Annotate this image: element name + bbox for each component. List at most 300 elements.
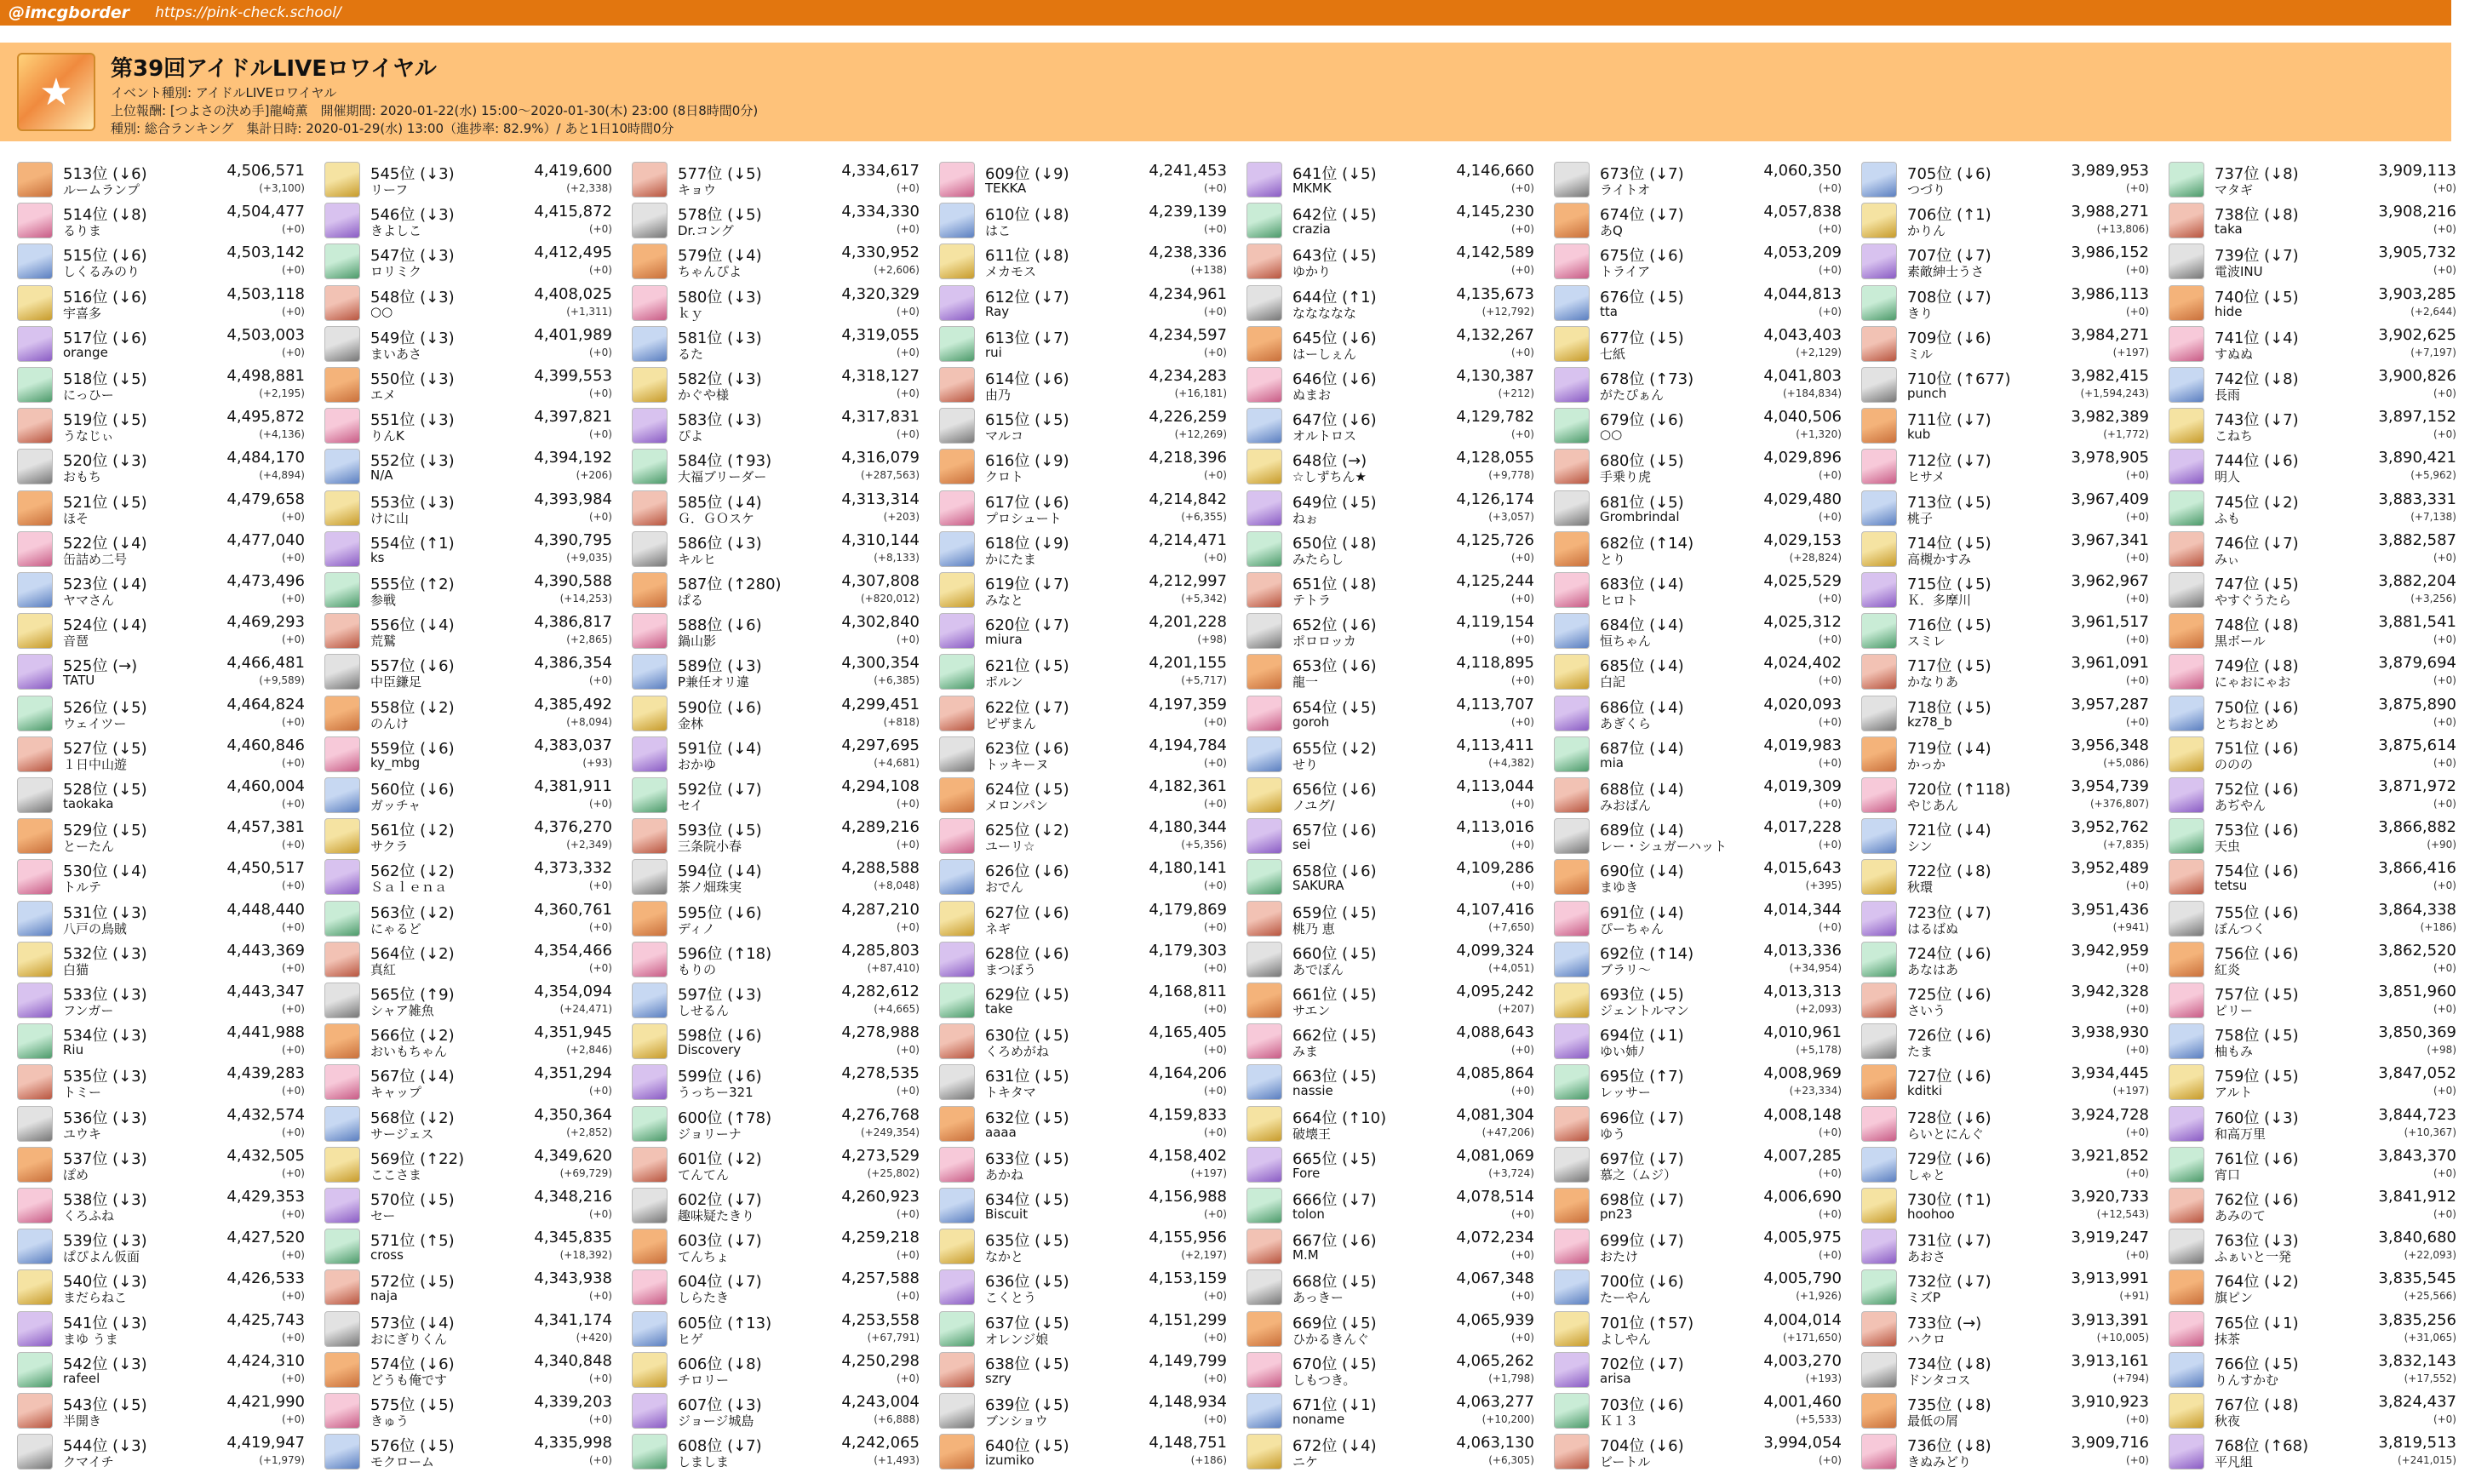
- producer-name[interactable]: とーたん: [63, 839, 115, 855]
- ranking-entry[interactable]: [2167, 692, 2456, 731]
- ranking-entry[interactable]: [1245, 364, 1534, 403]
- ranking-entry[interactable]: [15, 1308, 305, 1347]
- ranking-entry[interactable]: [1552, 404, 1842, 444]
- ranking-entry[interactable]: [2167, 610, 2456, 649]
- producer-name[interactable]: やじあん: [1907, 798, 1959, 813]
- producer-name[interactable]: 恒ちゃん: [1600, 633, 1652, 650]
- producer-name[interactable]: きぬみどり: [1907, 1454, 1972, 1470]
- producer-name[interactable]: アルト: [2215, 1085, 2253, 1101]
- ranking-entry[interactable]: [1245, 856, 1534, 895]
- producer-name[interactable]: クマイチ: [63, 1454, 114, 1470]
- producer-name[interactable]: １日中山遊: [63, 756, 128, 772]
- ranking-entry[interactable]: [1245, 610, 1534, 649]
- ranking-entry[interactable]: [323, 364, 612, 403]
- ranking-entry[interactable]: [323, 1430, 612, 1470]
- producer-name[interactable]: きゅう: [370, 1413, 410, 1429]
- ranking-entry[interactable]: [323, 240, 612, 279]
- producer-name[interactable]: かりん: [1907, 223, 1946, 239]
- producer-name[interactable]: あっきー: [1292, 1290, 1344, 1306]
- producer-name[interactable]: かぐや様: [678, 387, 730, 403]
- producer-name[interactable]: Biscuit: [985, 1206, 1029, 1222]
- ranking-entry[interactable]: [1245, 282, 1534, 321]
- producer-name[interactable]: にっひー: [63, 387, 114, 403]
- producer-name[interactable]: ひかるきんぐ: [1292, 1331, 1370, 1347]
- producer-name[interactable]: みおばん: [1600, 798, 1652, 813]
- producer-name[interactable]: かにたま: [985, 551, 1037, 567]
- ranking-entry[interactable]: [2167, 733, 2456, 772]
- producer-name[interactable]: kditki: [1907, 1083, 1943, 1099]
- producer-name[interactable]: かっか: [1907, 756, 1946, 772]
- producer-name[interactable]: がたぴぁん: [1600, 387, 1665, 403]
- producer-name[interactable]: あぢやん: [2215, 798, 2267, 813]
- producer-name[interactable]: 荒鷲: [370, 633, 397, 650]
- producer-name[interactable]: トッキーヌ: [985, 756, 1049, 772]
- producer-name[interactable]: おたけ: [1600, 1249, 1639, 1265]
- ranking-entry[interactable]: [1860, 815, 2149, 854]
- ranking-entry[interactable]: [1552, 323, 1842, 362]
- ranking-entry[interactable]: [1552, 1308, 1842, 1347]
- ranking-entry[interactable]: [630, 774, 920, 813]
- ranking-entry[interactable]: [1552, 528, 1842, 567]
- ranking-entry[interactable]: [15, 692, 305, 731]
- ranking-entry[interactable]: [1245, 240, 1534, 279]
- ranking-entry[interactable]: [1552, 445, 1842, 484]
- ranking-entry[interactable]: [630, 1389, 920, 1429]
- ranking-entry[interactable]: [1860, 1103, 2149, 1142]
- ranking-entry[interactable]: [2167, 404, 2456, 444]
- ranking-entry[interactable]: [1552, 1349, 1842, 1388]
- ranking-entry[interactable]: [937, 733, 1227, 772]
- producer-name[interactable]: ブンショウ: [985, 1413, 1048, 1429]
- ranking-entry[interactable]: [1245, 897, 1534, 937]
- ranking-entry[interactable]: [1552, 199, 1842, 238]
- ranking-entry[interactable]: [937, 650, 1227, 690]
- producer-name[interactable]: あおさ: [1907, 1249, 1946, 1265]
- producer-name[interactable]: チロリー: [678, 1372, 730, 1388]
- producer-name[interactable]: Ｓａｌｅｎａ: [370, 880, 448, 896]
- producer-name[interactable]: セー: [370, 1208, 396, 1223]
- ranking-entry[interactable]: [323, 938, 612, 977]
- ranking-entry[interactable]: [2167, 815, 2456, 854]
- ranking-entry[interactable]: [2167, 938, 2456, 977]
- producer-name[interactable]: ハクロ: [1907, 1331, 1946, 1347]
- ranking-entry[interactable]: [1552, 1184, 1842, 1223]
- ranking-entry[interactable]: [937, 938, 1227, 977]
- producer-name[interactable]: こねち: [2215, 428, 2254, 444]
- ranking-entry[interactable]: [937, 1061, 1227, 1100]
- producer-name[interactable]: りんK: [370, 428, 404, 444]
- producer-name[interactable]: 和高万里: [2215, 1126, 2267, 1142]
- ranking-entry[interactable]: [15, 569, 305, 608]
- producer-name[interactable]: トキタマ: [985, 1085, 1036, 1101]
- ranking-entry[interactable]: [15, 199, 305, 238]
- ranking-entry[interactable]: [15, 1389, 305, 1429]
- producer-name[interactable]: 抹茶: [2215, 1331, 2241, 1347]
- ranking-entry[interactable]: [323, 610, 612, 649]
- ranking-entry[interactable]: [937, 1349, 1227, 1388]
- ranking-entry[interactable]: [630, 897, 920, 937]
- ranking-entry[interactable]: [2167, 569, 2456, 608]
- producer-name[interactable]: テトラ: [1292, 593, 1332, 608]
- ranking-entry[interactable]: [630, 1143, 920, 1183]
- ranking-entry[interactable]: [2167, 1061, 2456, 1100]
- ranking-entry[interactable]: [323, 445, 612, 484]
- producer-name[interactable]: てんちょ: [678, 1249, 730, 1265]
- producer-name[interactable]: 由乃: [985, 387, 1011, 403]
- ranking-entry[interactable]: [937, 528, 1227, 567]
- ranking-entry[interactable]: [15, 815, 305, 854]
- producer-name[interactable]: pn23: [1600, 1206, 1633, 1222]
- producer-name[interactable]: rafeel: [63, 1370, 100, 1386]
- producer-name[interactable]: まいあさ: [370, 346, 422, 362]
- producer-name[interactable]: とちおとめ: [2215, 715, 2279, 731]
- producer-name[interactable]: Ray: [985, 303, 1010, 319]
- producer-name[interactable]: フンガー: [63, 1003, 114, 1018]
- ranking-entry[interactable]: [630, 1184, 920, 1223]
- ranking-entry[interactable]: [937, 323, 1227, 362]
- ranking-entry[interactable]: [323, 569, 612, 608]
- producer-name[interactable]: 旗ピン: [2215, 1290, 2254, 1306]
- producer-name[interactable]: ミズP: [1907, 1290, 1941, 1306]
- producer-name[interactable]: ルームランプ: [63, 182, 140, 198]
- producer-name[interactable]: キャップ: [370, 1085, 422, 1101]
- producer-name[interactable]: あQ: [1600, 223, 1623, 239]
- producer-name[interactable]: 桃乃 恵: [1292, 920, 1335, 937]
- ranking-entry[interactable]: [2167, 323, 2456, 362]
- producer-name[interactable]: 八戸の鳥賊: [63, 920, 128, 937]
- ranking-entry[interactable]: [323, 1308, 612, 1347]
- producer-name[interactable]: 白猫: [63, 961, 89, 977]
- ranking-entry[interactable]: [1245, 692, 1534, 731]
- producer-name[interactable]: ゆい姉ﾉ: [1600, 1044, 1645, 1060]
- producer-name[interactable]: しらたき: [678, 1290, 730, 1306]
- ranking-entry[interactable]: [1552, 158, 1842, 198]
- ranking-entry[interactable]: [1245, 815, 1534, 854]
- ranking-entry[interactable]: [937, 1389, 1227, 1429]
- ranking-entry[interactable]: [15, 897, 305, 937]
- ranking-entry[interactable]: [323, 199, 612, 238]
- producer-name[interactable]: naja: [370, 1288, 398, 1304]
- ranking-entry[interactable]: [1552, 733, 1842, 772]
- producer-name[interactable]: 柚もみ: [2215, 1044, 2254, 1060]
- producer-name[interactable]: ふぁいと一発: [2215, 1249, 2292, 1265]
- ranking-entry[interactable]: [937, 569, 1227, 608]
- producer-name[interactable]: にゃるど: [370, 920, 421, 937]
- ranking-entry[interactable]: [1245, 1103, 1534, 1142]
- producer-name[interactable]: 中臣鎌足: [370, 674, 422, 690]
- ranking-entry[interactable]: [1245, 199, 1534, 238]
- producer-name[interactable]: くろめがね: [985, 1044, 1050, 1060]
- producer-name[interactable]: たま: [1907, 1044, 1934, 1060]
- producer-name[interactable]: ぽめ: [63, 1166, 89, 1183]
- ranking-entry[interactable]: [15, 1020, 305, 1059]
- ranking-entry[interactable]: [937, 364, 1227, 403]
- producer-name[interactable]: 缶詰め二号: [63, 551, 128, 567]
- producer-name[interactable]: くろふね: [63, 1208, 115, 1223]
- producer-name[interactable]: こくとう: [985, 1290, 1037, 1306]
- ranking-entry[interactable]: [1552, 856, 1842, 895]
- producer-name[interactable]: TATU: [63, 673, 95, 689]
- ranking-entry[interactable]: [1860, 897, 2149, 937]
- producer-name[interactable]: うっちー321: [678, 1085, 754, 1101]
- producer-name[interactable]: P兼任オリ違: [678, 674, 750, 690]
- producer-name[interactable]: おいもちゃん: [370, 1044, 448, 1060]
- ranking-entry[interactable]: [1860, 1266, 2149, 1305]
- producer-name[interactable]: メロンパン: [985, 798, 1048, 813]
- producer-name[interactable]: hoohoo: [1907, 1206, 1955, 1222]
- ranking-entry[interactable]: [630, 364, 920, 403]
- producer-name[interactable]: ほそ: [63, 510, 89, 526]
- ranking-entry[interactable]: [323, 650, 612, 690]
- ranking-entry[interactable]: [1860, 938, 2149, 977]
- producer-name[interactable]: 手乗り虎: [1600, 469, 1652, 485]
- site-url[interactable]: https://pink-check.school/: [155, 4, 341, 21]
- producer-name[interactable]: のんけ: [370, 715, 410, 731]
- ranking-entry[interactable]: [323, 1389, 612, 1429]
- producer-name[interactable]: レッサー: [1600, 1085, 1651, 1101]
- ranking-entry[interactable]: [630, 323, 920, 362]
- producer-name[interactable]: ky_mbg: [370, 754, 421, 771]
- ranking-entry[interactable]: [1860, 979, 2149, 1018]
- producer-name[interactable]: 紅炎: [2215, 961, 2241, 977]
- producer-name[interactable]: しゃと: [1907, 1166, 1946, 1183]
- producer-name[interactable]: ここさま: [370, 1166, 422, 1183]
- producer-name[interactable]: オレンジ娘: [985, 1331, 1049, 1347]
- ranking-entry[interactable]: [630, 282, 920, 321]
- ranking-entry[interactable]: [15, 1061, 305, 1100]
- producer-name[interactable]: goroh: [1292, 713, 1330, 730]
- ranking-entry[interactable]: [15, 650, 305, 690]
- ranking-entry[interactable]: [937, 404, 1227, 444]
- ranking-entry[interactable]: [1552, 1020, 1842, 1059]
- ranking-entry[interactable]: [2167, 445, 2456, 484]
- producer-name[interactable]: まゆき: [1600, 880, 1639, 896]
- ranking-entry[interactable]: [1245, 323, 1534, 362]
- ranking-entry[interactable]: [937, 856, 1227, 895]
- producer-name[interactable]: レー・シュガーハット: [1600, 839, 1727, 855]
- producer-name[interactable]: マルコ: [985, 428, 1024, 444]
- producer-name[interactable]: ピザまん: [985, 715, 1037, 731]
- producer-name[interactable]: おもち: [63, 469, 102, 485]
- producer-name[interactable]: シャア雑魚: [370, 1003, 434, 1018]
- producer-name[interactable]: ウェイツー: [63, 715, 127, 731]
- ranking-entry[interactable]: [1860, 282, 2149, 321]
- producer-name[interactable]: kub: [1907, 427, 1931, 443]
- producer-name[interactable]: つづり: [1907, 182, 1946, 198]
- ranking-entry[interactable]: [2167, 774, 2456, 813]
- ranking-entry[interactable]: [1245, 1184, 1534, 1223]
- producer-name[interactable]: てんてん: [678, 1166, 730, 1183]
- producer-name[interactable]: よしやん: [1600, 1331, 1652, 1347]
- producer-name[interactable]: ジョージ城島: [678, 1413, 754, 1429]
- ranking-entry[interactable]: [15, 282, 305, 321]
- producer-name[interactable]: taka: [2215, 221, 2243, 238]
- ranking-entry[interactable]: [323, 1266, 612, 1305]
- producer-name[interactable]: ぴよ: [678, 428, 704, 444]
- producer-name[interactable]: かなりあ: [1907, 674, 1959, 690]
- producer-name[interactable]: さいう: [1907, 1003, 1946, 1018]
- ranking-entry[interactable]: [2167, 528, 2456, 567]
- producer-name[interactable]: たーやん: [1600, 1290, 1652, 1306]
- ranking-entry[interactable]: [630, 1225, 920, 1264]
- producer-name[interactable]: 茶ノ畑珠実: [678, 880, 742, 896]
- ranking-entry[interactable]: [15, 404, 305, 444]
- ranking-entry[interactable]: [15, 445, 305, 484]
- ranking-entry[interactable]: [1860, 1020, 2149, 1059]
- ranking-entry[interactable]: [15, 1143, 305, 1183]
- ranking-entry[interactable]: [937, 240, 1227, 279]
- ranking-entry[interactable]: [1552, 1103, 1842, 1142]
- ranking-entry[interactable]: [323, 1020, 612, 1059]
- ranking-entry[interactable]: [1245, 569, 1534, 608]
- producer-name[interactable]: メカモス: [985, 264, 1037, 280]
- ranking-entry[interactable]: [15, 323, 305, 362]
- ranking-entry[interactable]: [630, 404, 920, 444]
- producer-name[interactable]: どうも俺です: [370, 1372, 448, 1388]
- ranking-entry[interactable]: [1552, 1225, 1842, 1264]
- producer-name[interactable]: キョウ: [678, 182, 717, 198]
- producer-name[interactable]: ののの: [2215, 756, 2254, 772]
- ranking-entry[interactable]: [1860, 569, 2149, 608]
- ranking-entry[interactable]: [937, 158, 1227, 198]
- ranking-entry[interactable]: [1245, 1061, 1534, 1100]
- ranking-entry[interactable]: [1245, 1308, 1534, 1347]
- ranking-entry[interactable]: [1552, 1143, 1842, 1183]
- ranking-entry[interactable]: [1552, 897, 1842, 937]
- ranking-entry[interactable]: [1860, 774, 2149, 813]
- producer-name[interactable]: ネギ: [985, 920, 1011, 937]
- producer-name[interactable]: Fore: [1292, 1165, 1321, 1181]
- ranking-entry[interactable]: [323, 692, 612, 731]
- ranking-entry[interactable]: [323, 1143, 612, 1183]
- ranking-entry[interactable]: [1245, 404, 1534, 444]
- ranking-entry[interactable]: [1552, 979, 1842, 1018]
- producer-name[interactable]: まつぼう: [985, 961, 1037, 977]
- producer-name[interactable]: Ｋ１３: [1600, 1413, 1639, 1429]
- producer-name[interactable]: 半開き: [63, 1413, 102, 1429]
- producer-name[interactable]: Discovery: [678, 1042, 742, 1058]
- producer-name[interactable]: szry: [985, 1370, 1011, 1386]
- ranking-entry[interactable]: [1245, 487, 1534, 526]
- ranking-entry[interactable]: [2167, 1266, 2456, 1305]
- ranking-entry[interactable]: [15, 938, 305, 977]
- producer-name[interactable]: mia: [1600, 754, 1624, 771]
- ranking-entry[interactable]: [630, 1103, 920, 1142]
- producer-name[interactable]: サージェス: [370, 1126, 434, 1142]
- producer-name[interactable]: ライトオ: [1600, 182, 1651, 198]
- ranking-entry[interactable]: [323, 282, 612, 321]
- producer-name[interactable]: りんすかむ: [2215, 1372, 2279, 1388]
- ranking-entry[interactable]: [2167, 979, 2456, 1018]
- ranking-entry[interactable]: [15, 364, 305, 403]
- producer-name[interactable]: ポロロッカ: [1292, 633, 1356, 650]
- producer-name[interactable]: なかと: [985, 1249, 1024, 1265]
- producer-name[interactable]: 龍一: [1292, 674, 1319, 690]
- producer-name[interactable]: モクローム: [370, 1454, 435, 1470]
- ranking-entry[interactable]: [1860, 650, 2149, 690]
- producer-name[interactable]: ちゃんぴよ: [678, 264, 742, 280]
- ranking-entry[interactable]: [15, 158, 305, 198]
- ranking-entry[interactable]: [2167, 1020, 2456, 1059]
- producer-name[interactable]: みま: [1292, 1044, 1319, 1060]
- producer-name[interactable]: しましま: [678, 1454, 730, 1470]
- ranking-entry[interactable]: [1860, 404, 2149, 444]
- producer-name[interactable]: sei: [1292, 837, 1311, 853]
- producer-name[interactable]: ドンタコス: [1907, 1372, 1971, 1388]
- ranking-entry[interactable]: [1245, 1020, 1534, 1059]
- producer-name[interactable]: クロト: [985, 469, 1024, 485]
- producer-name[interactable]: トミー: [63, 1085, 102, 1101]
- producer-name[interactable]: とり: [1600, 551, 1626, 567]
- producer-name[interactable]: おかゆ: [678, 756, 717, 772]
- producer-name[interactable]: うなじぃ: [63, 428, 114, 444]
- producer-name[interactable]: 最低の屑: [1907, 1413, 1959, 1429]
- producer-name[interactable]: まだらねこ: [63, 1290, 128, 1306]
- producer-name[interactable]: SAKURA: [1292, 878, 1344, 894]
- producer-name[interactable]: Ｇ．ＧＯスケ: [678, 510, 755, 526]
- ranking-entry[interactable]: [630, 815, 920, 854]
- producer-name[interactable]: 金林: [678, 715, 704, 731]
- ranking-entry[interactable]: [323, 528, 612, 567]
- producer-name[interactable]: 秋環: [1907, 880, 1934, 896]
- ranking-entry[interactable]: [15, 856, 305, 895]
- ranking-entry[interactable]: [15, 1184, 305, 1223]
- ranking-entry[interactable]: [15, 774, 305, 813]
- ranking-entry[interactable]: [1860, 1308, 2149, 1347]
- producer-name[interactable]: orange: [63, 344, 108, 360]
- producer-name[interactable]: やすぐうたら: [2215, 593, 2292, 608]
- ranking-entry[interactable]: [15, 487, 305, 526]
- ranking-entry[interactable]: [323, 1349, 612, 1388]
- ranking-entry[interactable]: [1245, 938, 1534, 977]
- ranking-entry[interactable]: [323, 1061, 612, 1100]
- ranking-entry[interactable]: [2167, 158, 2456, 198]
- ranking-entry[interactable]: [1860, 240, 2149, 279]
- ranking-entry[interactable]: [1245, 979, 1534, 1018]
- ranking-entry[interactable]: [1552, 610, 1842, 649]
- producer-name[interactable]: 電波INU: [2215, 264, 2263, 280]
- producer-name[interactable]: ks: [370, 549, 385, 565]
- ranking-entry[interactable]: [15, 1349, 305, 1388]
- ranking-entry[interactable]: [1552, 1061, 1842, 1100]
- producer-name[interactable]: あかね: [985, 1166, 1024, 1183]
- producer-name[interactable]: シン: [1907, 839, 1933, 855]
- producer-name[interactable]: きり: [1907, 305, 1934, 321]
- producer-name[interactable]: みなと: [985, 593, 1024, 608]
- ranking-entry[interactable]: [1552, 569, 1842, 608]
- producer-name[interactable]: miura: [985, 632, 1023, 648]
- ranking-entry[interactable]: [15, 1103, 305, 1142]
- ranking-entry[interactable]: [323, 856, 612, 895]
- ranking-entry[interactable]: [937, 199, 1227, 238]
- producer-name[interactable]: Ｋ．多摩川: [1907, 593, 1972, 608]
- ranking-entry[interactable]: [630, 979, 920, 1018]
- ranking-entry[interactable]: [630, 445, 920, 484]
- producer-name[interactable]: けに山: [370, 510, 410, 526]
- producer-name[interactable]: N/A: [370, 467, 393, 484]
- ranking-entry[interactable]: [1552, 815, 1842, 854]
- producer-name[interactable]: せり: [1292, 756, 1319, 772]
- producer-name[interactable]: セイ: [678, 798, 703, 813]
- ranking-entry[interactable]: [2167, 1143, 2456, 1183]
- producer-name[interactable]: cross: [370, 1247, 404, 1263]
- producer-name[interactable]: るりま: [63, 223, 102, 239]
- ranking-entry[interactable]: [1552, 938, 1842, 977]
- producer-name[interactable]: M.M: [1292, 1247, 1319, 1263]
- producer-name[interactable]: リーフ: [370, 182, 409, 198]
- producer-name[interactable]: Dr.コング: [678, 223, 734, 239]
- producer-name[interactable]: aaaa: [985, 1124, 1017, 1140]
